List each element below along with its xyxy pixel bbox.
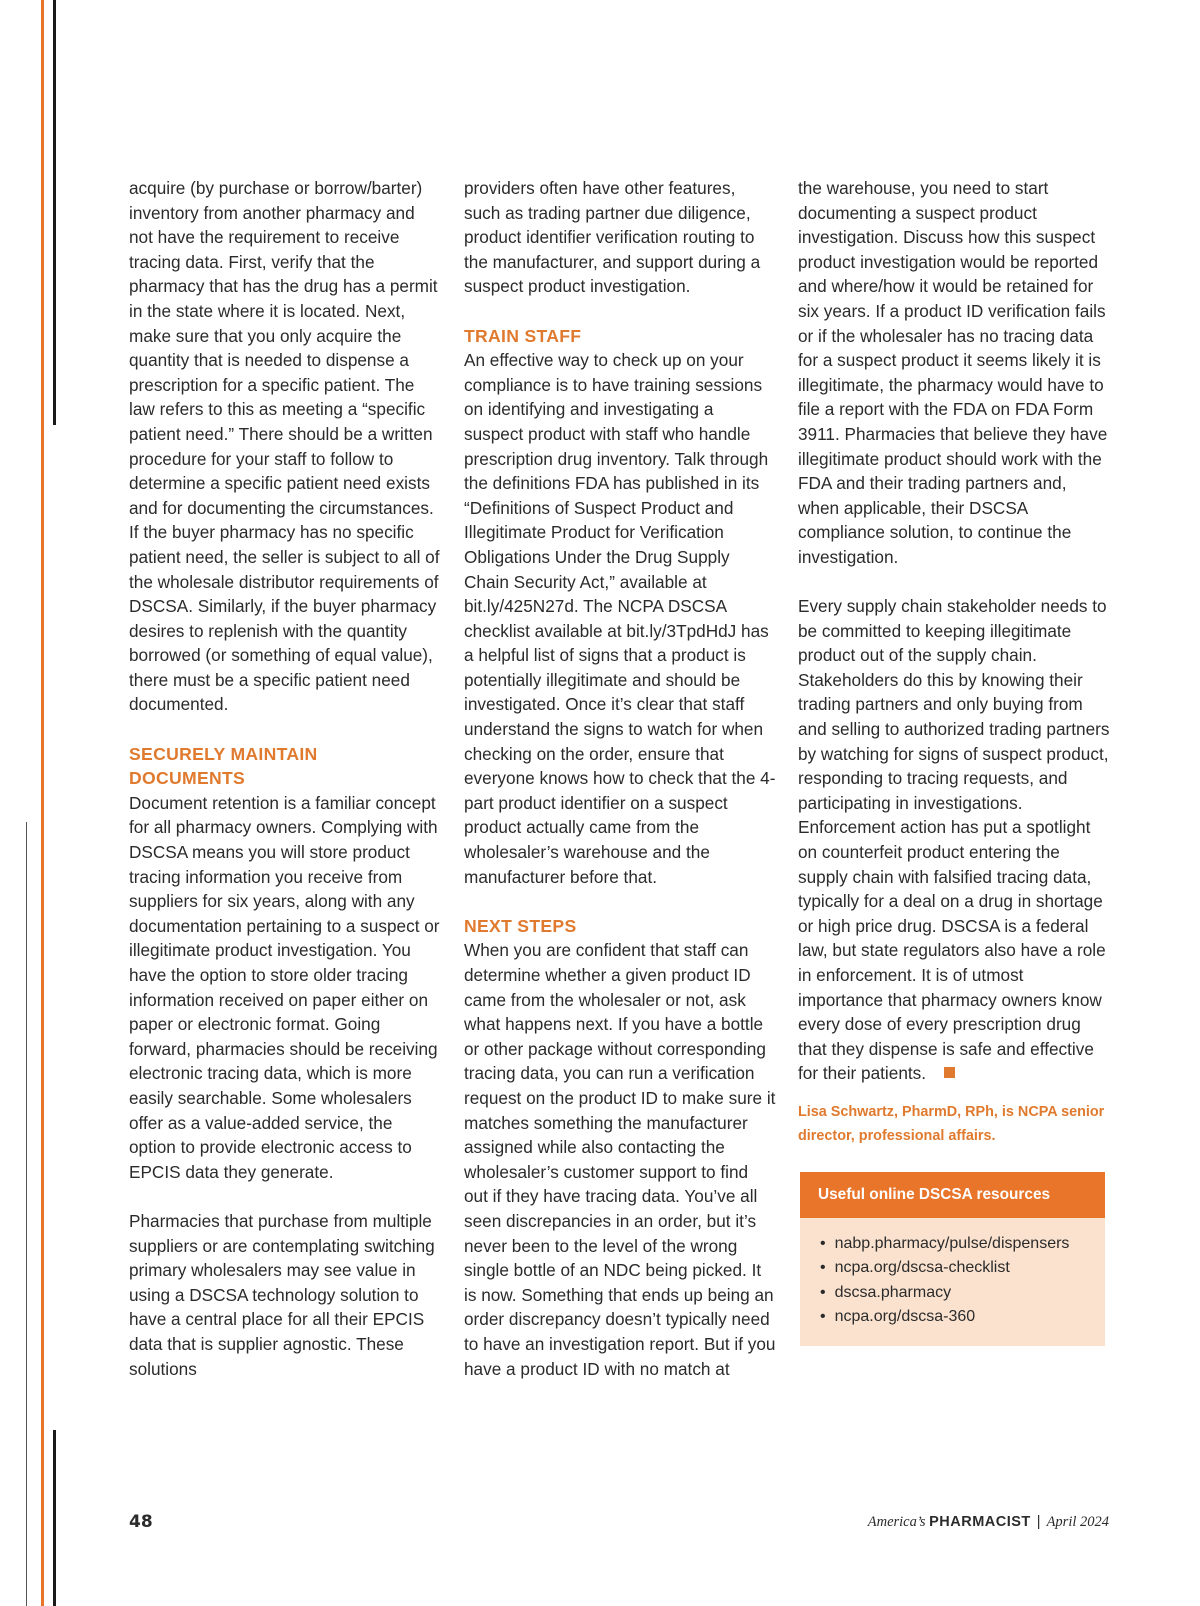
resource-link[interactable]: • dscsa.pharmacy — [820, 1281, 1093, 1305]
page-number: 48 — [129, 1512, 153, 1532]
paragraph: An effective way to check up on your compliance is to have training sessions on identifying and investigating a suspect product with staff who handle prescription drug inventory. Talk through the definitions FDA has published in its “Definitions of Suspect Product and Illegitimate Product for Verification Obligations Under the Drug Supply Chain Security Act,” available at bit.ly/425N27d. The NCPA DSCSA checklist available at bit.ly/3TpdHdJ has a helpful list of signs that a product is potentially illegitimate and should be investigated. Once it’s clear that staff understand the signs to watch for when checking on the order, ensure that everyone knows how to check that the 4-part product identifier on a suspect product actually came from the wholesaler’s warehouse and the manufacturer before that. — [464, 350, 776, 887]
paragraph: Document retention is a familiar concept for all pharmacy owners. Complying with DSCSA means you will store product tracing information you receive from suppliers for six years, along with any documentation pertaining to a suspect or illegitimate product investigation. You have the option to store older tracing information received on paper either on paper or electronic format. Going forward, pharmacies should be receiving electronic tracing data, which is more easily searchable. Some wholesalers offer as a value-added service, the option to provide electronic access to EPCIS data they generate. — [129, 792, 440, 1182]
paragraph-text: Every supply chain stakeholder needs to be committed to keeping illegitimate product out of the supply chain. Stakeholders do this by knowing their trading partners and only buying from and selling to authorized trading partners by watching for signs of suspect product, responding to tracing requests, and participating in investigations. Enforcement action has put a spotlight on counterfeit product entering the supply chain with falsified tracing data, typically for a deal on a drug in shortage or high price drug. DSCSA is a federal law, but state regulators also have a role in enforcement. It is of utmost importance that pharmacy owners know every dose of every prescription drug that they dispense is safe and effective for their patients. — [798, 596, 1110, 1084]
publication-prefix: America’s — [867, 1514, 926, 1530]
black-edge-rule-bottom — [53, 1430, 56, 1606]
resources-title: Useful online DSCSA resources — [800, 1172, 1105, 1218]
resources-list — [800, 1218, 1105, 1346]
end-mark-icon — [944, 1067, 955, 1078]
section-heading: SECURELY MAINTAIN DOCUMENTS — [129, 743, 318, 789]
paragraph: providers often have other features, such as trading partner due diligence, product identifier verification routing to the manufacturer, and support during a suspect product investigation. — [464, 178, 761, 297]
resource-link[interactable]: • nabp.pharmacy/pulse/dispensers — [820, 1232, 1093, 1256]
footer-separator: | — [1036, 1514, 1041, 1530]
resource-link[interactable]: • ncpa.org/dscsa-360 — [820, 1305, 1093, 1329]
orange-edge-rule — [41, 0, 44, 1606]
resource-link[interactable]: • ncpa.org/dscsa-checklist — [820, 1256, 1093, 1280]
column-2 — [464, 176, 776, 1406]
section-heading: NEXT STEPS — [464, 915, 577, 936]
author-byline: Lisa Schwartz, PharmD, RPh, is NCPA senior director, professional affairs. — [798, 1103, 1105, 1144]
publication-title: PHARMACIST — [929, 1514, 1031, 1530]
thin-edge-rule — [26, 822, 27, 1606]
column-1 — [129, 176, 441, 1406]
paragraph: acquire (by purchase or borrow/barter) inventory from another pharmacy and not have the requirement to receive tracing data. First, verify that the pharmacy that has the drug has a permit in the state where it is located. Next, make sure that you only acquire the quantity that is needed to dispense a prescription for a specific patient. The law refers to this as meeting a “specific patient need.” There should be a written procedure for your staff to follow to determine a specific patient need exists and for documenting the circumstances. If the buyer pharmacy has no specific patient need, the seller is subject to all of the wholesale distributor requirements of DSCSA. Similarly, if the buyer pharmacy desires to replenish with the quantity borrowed (or something of equal value), there must be a specific patient need documented. — [129, 178, 440, 715]
column-3 — [798, 176, 1110, 1346]
paragraph: Pharmacies that purchase from multiple suppliers or are contemplating switching primary wholesalers may see value in using a DSCSA technology solution to have a central place for all their EPCIS data that is supplier agnostic. These solutions — [129, 1210, 435, 1379]
paragraph: When you are confident that staff can determine whether a given product ID came from the wholesaler or not, ask what happens next. If you have a bottle or other package without corresponding tracing data, you can run a verification request on the product ID to make sure it matches something the manufacturer assigned while also contacting the wholesaler’s customer support to find out if they have tracing data. You’ve all seen discrepancies in an order, but it’s never been to the level of the wrong single bottle of an NDC being picked. It is now. Something that ends up being an order discrepancy doesn’t typically need to have an investigation report. But if you have a product ID with no match at — [464, 940, 776, 1379]
issue-date: April 2024 — [1046, 1514, 1109, 1530]
paragraph: the warehouse, you need to start documenting a suspect product investigation. Discuss how this suspect product investigation would be reported and where/how it would be retained for six years. If a product ID verification fails or if the wholesaler has no tracing data for a suspect product it seems likely it is illegitimate, the pharmacy would have to file a report with the FDA on FDA Form 3911. Pharmacies that believe they have illegitimate product should work with the FDA and their trading partners and, when applicable, their DSCSA compliance solution, to continue the investigation. — [798, 178, 1108, 567]
section-heading: TRAIN STAFF — [464, 325, 582, 346]
publication-name — [868, 1514, 1031, 1530]
black-edge-rule-top — [53, 0, 56, 425]
resources-box — [800, 1172, 1105, 1346]
paragraph-final — [798, 594, 1110, 1086]
publication-footer — [868, 1514, 1109, 1531]
